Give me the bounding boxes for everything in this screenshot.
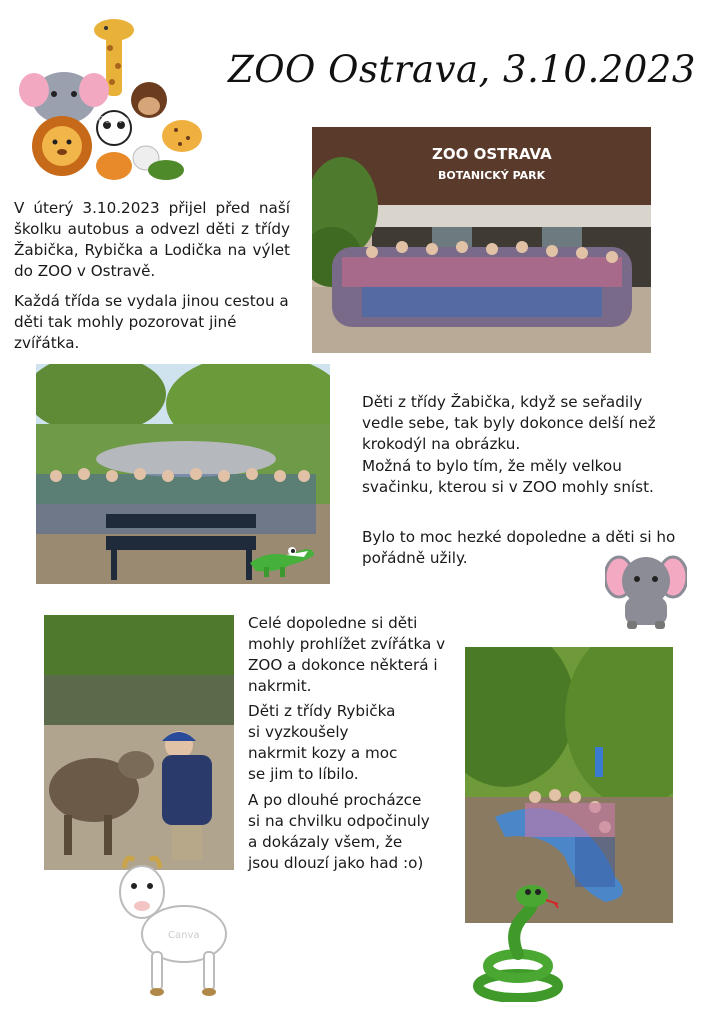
goat-watermark: Canva bbox=[168, 930, 200, 941]
page-title: ZOO Ostrava, 3.10.2023 bbox=[228, 48, 696, 91]
snack-paragraph: Možná to bylo tím, že měly velkou svačinku, kterou si v ZOO mohly sníst. bbox=[362, 457, 654, 496]
classes-paragraph: Každá třída se vydala jinou cestou a děti tak mohly pozorovat jiné zvířátka. bbox=[14, 292, 289, 352]
zoo-sign-subtitle: BOTANICKÝ PARK bbox=[438, 169, 546, 182]
goat-icon bbox=[106, 854, 236, 998]
zoo-sign-title: ZOO OSTRAVA bbox=[432, 145, 552, 163]
nice-morning-paragraph: Bylo to moc hezké dopoledne a děti si ho pořádně užily. bbox=[362, 528, 676, 567]
zoo-animals-icon bbox=[14, 18, 204, 188]
zabicka-paragraph: Děti z třídy Žabička, když se seřadily vedle sebe, tak byly dokonce delší než krokodýl na obrázku. bbox=[362, 393, 656, 453]
zoo-entrance-photo bbox=[312, 127, 651, 353]
watermark: Canva bbox=[98, 115, 130, 126]
rybicka-paragraph: Děti z třídy Rybička si vyzkoušely nakrmit kozy a moc se jim to líbilo. bbox=[248, 702, 398, 783]
whole-morning-paragraph: Celé dopoledne si děti mohly prohlížet zvířátka v ZOO a dokonce některá i nakrmit. bbox=[248, 614, 446, 695]
elephant-icon bbox=[605, 547, 687, 631]
crocodile-icon bbox=[246, 527, 318, 579]
walk-paragraph: A po dlouhé procházce si na chvilku odpočinuly a dokázaly všem, že jsou dlouzí jako had :o) bbox=[248, 791, 430, 872]
snake-icon bbox=[468, 882, 568, 1002]
goat-feeding-photo bbox=[44, 615, 234, 870]
intro-paragraph: V úterý 3.10.2023 přijel před naší školku autobus a odvezl děti z třídy Žabička, Rybička a Lodička na výlet do ZOO v Ostravě. bbox=[14, 199, 290, 280]
